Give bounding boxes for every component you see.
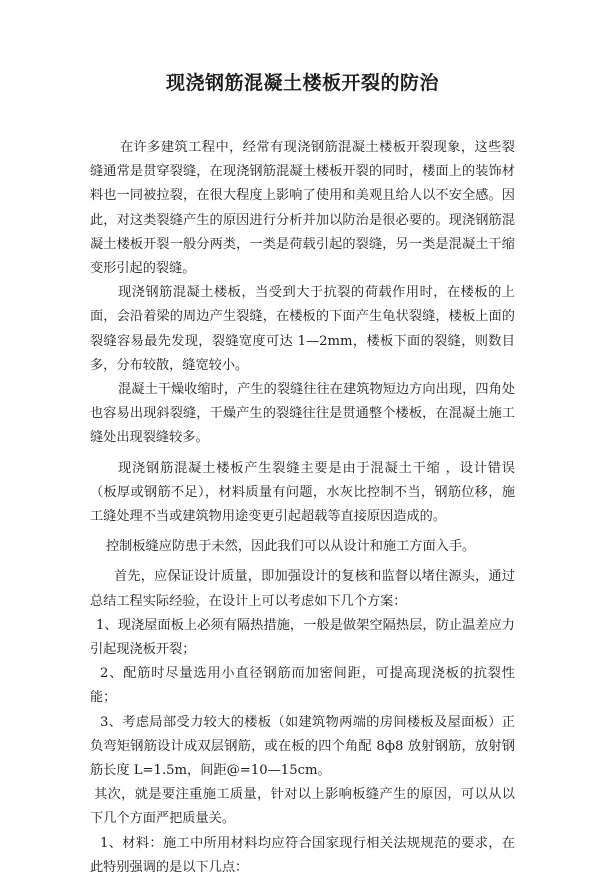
document-page <box>90 70 515 880</box>
paragraph-shrinkage-cracks: 混凝土干燥收缩时，产生的裂缝往往在建筑物短边方向出现，四角处也容易出现斜裂缝，干燥产生的裂缝往往是贯通整个楼板，在混凝土施工缝处出现裂缝较多。 <box>90 382 515 446</box>
paragraph-design-first: 首先，应保证设计质量，即加强设计的复核和监督以堵住源头，通过总结工程实际经验，在设计上可以考虑如下几个方案： <box>90 569 515 609</box>
paragraph-intro: 在许多建筑工程中，经常有现浇钢筋混凝土楼板开裂现象，这些裂缝通常是贯穿裂缝，在现浇钢筋混凝土楼板开裂的同时，楼面上的装饰材料也一同被拉裂，在很大程度上影响了使用和美观且给人以不安全感。因此，对这类裂缝产生的原因进行分析并加以防治是很必要的。现浇钢筋混凝土楼板开裂一般分两类，一类是荷载引起的裂缝，另一类是混凝土干缩变形引起的裂缝。 <box>90 140 515 277</box>
list-item-design-3: 3、考虑局部受力较大的楼板（如建筑物两端的房间楼板及屋面板）正负弯矩钢筋设计成双层钢筋，或在板的四个角配 8ф8 放射钢筋，放射钢筋长度 L=1.5m，间距@=10—15cm。 <box>90 714 515 779</box>
list-item-materials: 1、材料：施工中所用材料均应符合国家现行相关法规规范的要求，在此特别强调的是以下几点： <box>90 835 515 875</box>
list-item-design-2: 2、配筋时尽量选用小直径钢筋而加密间距，可提高现浇板的抗裂性能； <box>90 666 515 706</box>
paragraph-load-cracks: 现浇钢筋混凝土楼板，当受到大于抗裂的荷载作用时，在楼板的上面，会沿着梁的周边产生裂缝，在楼板的下面产生龟状裂缝，楼板上面的裂缝容易最先发现，裂缝宽度可达 1—2mm，楼板下面的裂缝，则数目多，分布较散，缝宽较小。 <box>90 285 515 373</box>
document-title: 现浇钢筋混凝土楼板开裂的防治 <box>165 72 439 94</box>
paragraph-causes: 现浇钢筋混凝土楼板产生裂缝主要是由于混凝土干缩 ，设计错误 （板厚或钢筋不足），材料质量有问题，水灰比控制不当，钢筋位移，施工缝处理不当或建筑物用途变更引起超载等直接原因造成的。 <box>90 460 515 525</box>
paragraph-prevention: 控制板缝应防患于未然，因此我们可以从设计和施工方面入手。 <box>106 539 476 555</box>
paragraph-construction-second: 其次，就是要注重施工质量，针对以上影响板缝产生的原因，可以从以下几个方面严把质量关。 <box>90 787 515 827</box>
list-item-design-1: 1、现浇屋面板上必须有隔热措施，一般是做架空隔热层，防止温差应力引起现浇板开裂； <box>90 617 515 658</box>
